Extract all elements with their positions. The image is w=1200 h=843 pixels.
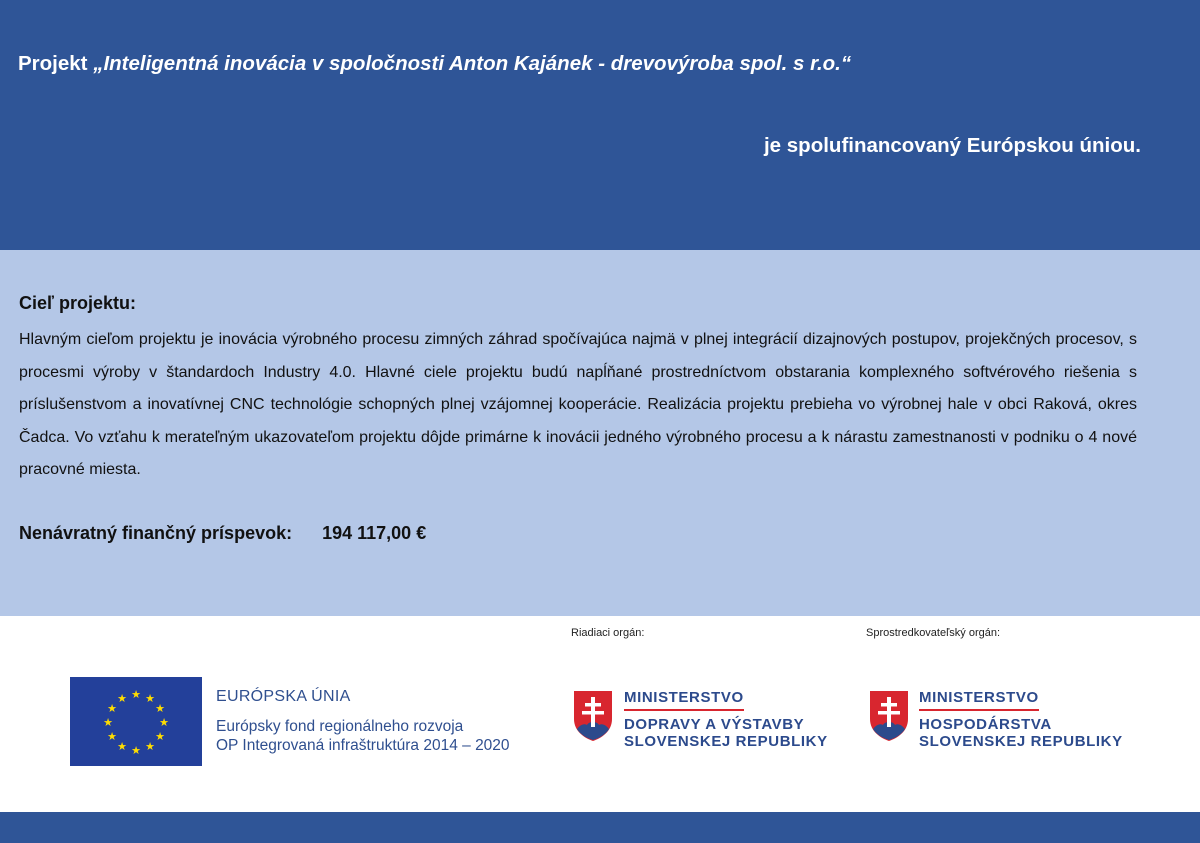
ministry-economy-logo-text — [919, 689, 1123, 750]
svg-text:★: ★ — [131, 688, 141, 701]
svg-text:★: ★ — [145, 692, 155, 705]
svg-text:★: ★ — [117, 740, 127, 753]
grant-amount: 194 117,00 € — [322, 523, 427, 543]
eu-logo-text — [216, 688, 510, 755]
footer-bar — [0, 812, 1200, 843]
svg-text:★: ★ — [155, 730, 165, 743]
svg-text:★: ★ — [131, 744, 141, 757]
svg-text:★: ★ — [117, 692, 127, 705]
project-info-panel — [0, 250, 1200, 616]
ministry-transport-line2: DOPRAVY A VÝSTAVBY — [624, 716, 805, 733]
slovak-coat-of-arms-icon — [868, 689, 910, 743]
ministry-economy-line2: HOSPODÁRSTVA — [919, 716, 1052, 733]
goal-description: Hlavným cieľom projektu je inovácia výrobného procesu zimných záhrad spočívajúca najmä v plnej integrácií dizajnových postupov, projekčných procesov, s procesmi výroby v štandardoch Industry 4.0. Hlavné ciele projektu budú napĺňané prostredníctvom obstarania komplexného softvérového riešenia s príslušenstvom a inovatívnej CNC technológie schopných plnej vzájomnej kooperácie. Realizácia projektu prebieha vo výrobnej hale v obci Raková, okres Čadca. Vo vzťahu k merateľným ukazovateľom projektu dôjde primárne k inovácii jedného výrobného procesu a k nárastu zamestnanosti v podniku o 4 nové pracovné miesta. — [19, 331, 1137, 478]
grant-label: Nenávratný finančný príspevok: — [19, 523, 293, 543]
ministry-economy-line3: SLOVENSKEJ REPUBLIKY — [919, 733, 1123, 750]
slovak-coat-of-arms-icon — [572, 689, 614, 743]
eu-flag-icon — [70, 677, 202, 766]
svg-text:★: ★ — [159, 716, 169, 729]
grant-line — [19, 523, 426, 544]
ministry-transport-line1: MINISTERSTVO — [624, 689, 744, 711]
header-banner — [0, 0, 1200, 250]
cofinanced-statement: je spolufinancovaný Európskou úniou. — [763, 134, 1141, 157]
ministry-economy-line1: MINISTERSTVO — [919, 689, 1039, 711]
project-name: „Inteligentná inovácia v spoločnosti Anton Kajánek - drevovýroba spol. s r.o.“ — [93, 52, 852, 75]
goal-heading: Cieľ projektu: — [19, 293, 136, 313]
project-title-prefix: Projekt — [18, 52, 94, 75]
intermediate-body-label: Sprostredkovateľský orgán: — [866, 627, 1001, 639]
project-title — [18, 52, 851, 76]
eu-programme-name: OP Integrovaná infraštruktúra 2014 – 2020 — [216, 737, 510, 754]
managing-authority-label: Riadiaci orgán: — [571, 627, 645, 639]
svg-text:★: ★ — [107, 730, 117, 743]
ministry-transport-logo-text — [624, 689, 828, 750]
svg-text:★: ★ — [155, 702, 165, 715]
svg-text:★: ★ — [107, 702, 117, 715]
svg-text:★: ★ — [103, 716, 113, 729]
eu-fund-name: Európsky fond regionálneho rozvoja — [216, 718, 464, 735]
eu-name: EURÓPSKA ÚNIA — [216, 688, 351, 705]
ministry-transport-line3: SLOVENSKEJ REPUBLIKY — [624, 733, 828, 750]
svg-text:★: ★ — [145, 740, 155, 753]
